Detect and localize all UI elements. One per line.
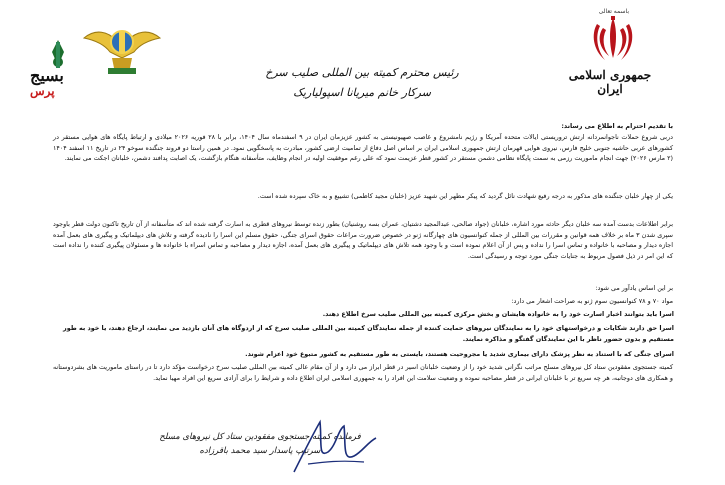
addressee-name: سرکار خانم میریانا اسپولیاریک	[293, 86, 431, 99]
addressee-title: رئیس محترم کمیته بین المللی صلیب سرخ	[265, 66, 459, 79]
iran-emblem-icon	[589, 14, 637, 64]
paragraph-2: یکی از چهار خلبان جنگنده های مذکور به درجه رفیع شهادت نائل گردید که پیکر مطهر این شهید عزیز (خلبان مجید کاظمی) تشییع و به خاک سپرده شده است.	[257, 192, 673, 200]
paragraph-4: بر این اساس یادآور می شود:	[595, 284, 673, 292]
paragraph-1: دربی شروع حملات ناجوانمردانه ارتش تروریستی ایالات متحده آمریکا و رژیم نامشروع و غاصب صهیونیستی به کشور عزیزمان ایران در ۹ اسفندماه سال ۱۴۰۴، برابر با ۲۸ فوریه ۲۰۲۶ میلادی و ارتباط پایگاه های هوایی مستقر در کشورهای عربی حاشیه جنوبی خلیج فارس، نیروی هوایی قهرمان ارتش جمهوری اسلامی ایران بر اساس اصل دفاع از تمامیت ارضی کشور، مبادرت به پاسخگویی نمود. در همین راستا دو فروند جنگنده سوخو ۲۴ در تاریخ ۱۱ اسفند ۱۴۰۴ (۲ مارس ۲۰۲۶) جهت انجام ماموریت رزمی به سمت پایگاه نظامی دشمن مستقر در کشور قطر عزیمت نمود که علی رغم موفقیت اولیه در انجام وظایف، متأسفانه هنگام بازگشت، یک اصابت پدافند دشمن، خلبانان اجکت می نمایند.	[53, 133, 674, 163]
paragraph-6: کمیته جستجوی مفقودین ستاد کل نیروهای مسلح مراتب نگرانی شدید خود را از وضعیت خلبانان اسیر در قطر ابراز می دارد و از آن مقام عالی کمیته بین المللی صلیب سرخ درخواست مؤکد دارد تا در راستای ماموریت های بشردوستانه و همکاری های دوجانبه، هر چه سریع تر با خلبانان ایرانی در قطر مصاحبه نموده و وضعیت سلامت این افراد را به جمهوری اسلامی ایران اطلاع داده و شرایط را برای آزادی سریع این افراد مهیا نماید.	[53, 363, 673, 382]
government-label: جمهوری اسلامی ایران	[568, 68, 652, 96]
paragraph-5: مواد ۷۰ و ۷۸ کنوانسیون سوم ژنو به صراحت اشعار می دارد:	[511, 297, 673, 305]
bullet-2: اسرا حق دارند شکایات و درخواستهای خود را به نمایندگان نیروهای حمایت کننده از جمله نمایندگان کمیته بین المللی صلیب سرخ که از اردوگاه های آنان بازدید می نمایند، ارجاع دهند، یا خود به طور مستقیم و بدون حضور ناظر با این نمایندگان گفتگو و مذاکره نمایند.	[63, 324, 674, 343]
bismillah-text: باسمه تعالی	[598, 8, 629, 15]
signatory-name: سرتیپ پاسدار سید محمد باقرزاده	[199, 446, 321, 456]
greeting: با تقدیم احترام به اطلاع می رساند:	[561, 122, 673, 130]
signatory-title: فرمانده کمیته جستجوی مفقودین ستاد کل نیروهای مسلح	[159, 432, 361, 442]
basij-logo-subtext: پرس	[30, 84, 55, 98]
bullet-3: اسرای جنگی که با استناد به نظر پزشک دارای بیماری شدید یا مجروحیت هستند، بایستی به طور مستقیم به کشور متبوع خود اعزام شوند.	[245, 350, 674, 358]
bullet-1: اسرا باید بتوانند اخبار اسارت خود را به خانواده هایشان و بخش مرکزی کمیته بین المللی صلیب سرخ اطلاع دهند.	[322, 310, 674, 318]
basij-logo-text: بسیج	[30, 66, 64, 85]
handwritten-signature-icon	[284, 412, 384, 478]
armed-forces-emblem-icon	[82, 18, 162, 78]
paragraph-3: برابر اطلاعات بدست آمده سه خلبان دیگر حادثه مورد اشاره، خلبانان (جواد صالحی، عبدالمجید دشتیان، عمران بسه روشنیان) بطور زنده توسط نیروهای قطری به اسارت گرفته شده اند که متأسفانه از آن تاریخ تاکنون دولت قطر باوجود سپری شدن ۳ ماه بر خلاف همه قوانین و مقررات بین المللی از جمله کنوانسیون های چهارگانه ژنو در خصوص ضرورت مراعات حقوق اسرای جنگی، حقوق مسلم این اسرا را نادیده گرفته و تلاش های دیپلماتیک و پیگیری های بعمل آمده اجازه دیدار و مصاحبه با خانواده و تماس اسرا را نداده و پس از آن اعلام نموده است و با وجود همه تلاش های دیپلماتیک و پیگیری های بعمل آمده، اجازه دیدار و مصاحبه و تماس اسراء با خانواده ها و مسئولان پیگیری کننده را نداده است که این امر در ذیل فصول مربوط به جنایات جنگی مورد توجه و رسیدگی است.	[53, 220, 674, 260]
